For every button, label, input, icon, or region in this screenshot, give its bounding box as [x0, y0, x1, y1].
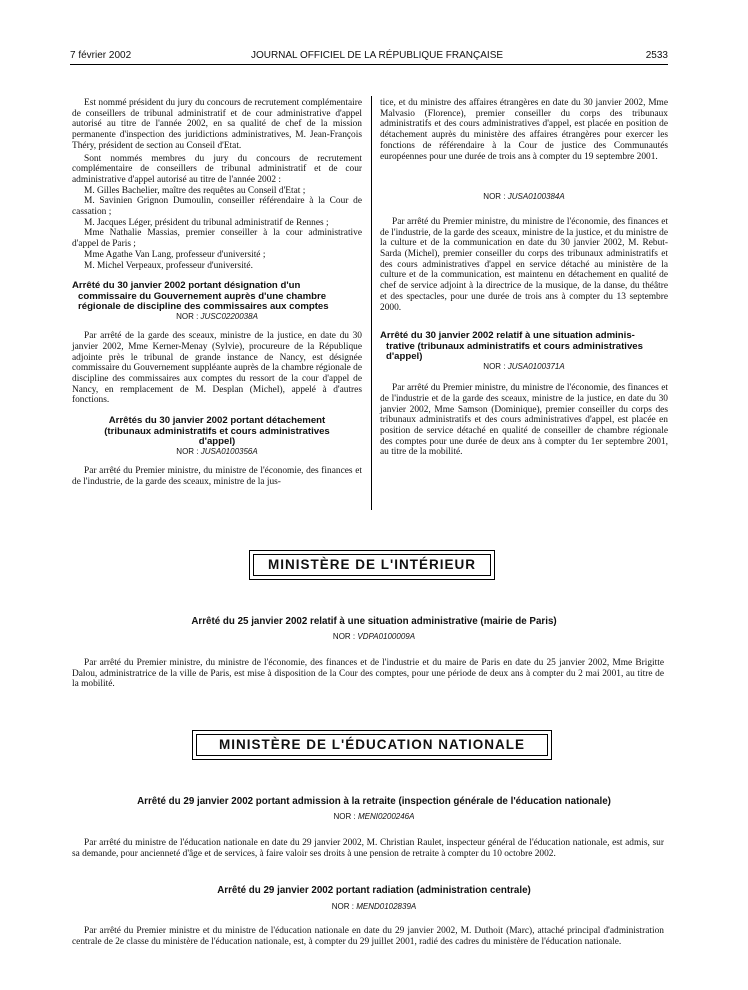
- nor-code: VDPA0100009A: [357, 632, 416, 641]
- jury-member: M. Gilles Bachelier, maître des requêtes au Conseil d'Etat ;: [84, 185, 306, 196]
- title-line: d'appel): [386, 351, 423, 363]
- ministry-heading: MINISTÈRE DE L'ÉDUCATION NATIONALE: [196, 734, 548, 756]
- decree-title-mairie: Arrêté du 25 janvier 2002 relatif à une situation administrative (mairie de Paris): [191, 616, 557, 627]
- nor-code: JUSA0100371A: [507, 362, 565, 372]
- jury-member: M. Jacques Léger, président du tribunal administratif de Rennes ;: [84, 217, 329, 228]
- header-rule: [70, 64, 668, 65]
- nor-reference: [72, 447, 362, 458]
- journal-title: JOURNAL OFFICIEL DE LA RÉPUBLIQUE FRANÇAISE: [250, 50, 504, 61]
- title-line: Arrêté du 30 janvier 2002 relatif à une situation adminis-: [380, 330, 635, 342]
- title-line: régionale de discipline des commissaires aux comptes: [78, 301, 329, 313]
- nor-label: NOR :: [176, 312, 199, 322]
- nor-code: JUSC0220038A: [200, 312, 258, 322]
- title-line: d'appel): [198, 435, 236, 447]
- decree-title-detachement: [72, 416, 362, 447]
- nor-code: JUSA0100356A: [200, 447, 258, 457]
- page-number: 2533: [645, 50, 668, 61]
- detachement-paragraph: Par arrêté du Premier ministre, du ministre de l'économie, des finances et de l'industrie, de la garde des sceaux, ministre de la jus-: [72, 466, 362, 487]
- nor-reference: [50, 632, 698, 641]
- ministry-box-interieur: [249, 550, 495, 580]
- rebut-sarda-paragraph: Par arrêté du Premier ministre, du ministre de l'économie, des finances et de l'industrie, de la garde des sceaux, ministre de la justice, et du ministre de la culture et de la communication en date du 30 janvier 2002, M. Rebut-Sarda (Michel), premier conseiller du corps des tribunaux administratifs et des cours administratives d'appel en service détaché au ministère de la culture et de la communication, est maintenu en détachement en qualité de chef de service adjoint à la directrice de la musique, de la danse, du théâtre et des spectacles, pour une durée de trois ans à compter du 13 septembre 2000.: [380, 216, 668, 313]
- ministry-heading: MINISTÈRE DE L'INTÉRIEUR: [253, 554, 491, 576]
- nor-code: MENI0200246A: [357, 812, 415, 821]
- decree-title-retraite: Arrêté du 29 janvier 2002 portant admission à la retraite (inspection générale de l'éducation nationale): [137, 796, 611, 807]
- decree-text: Par arrêté du Premier ministre et du ministre de l'éducation nationale en date du 29 janvier 2002, M. Duthoit (Marc), attaché principal d'administration centrale de 2e classe du ministère de l'éducation nationale, est, à compter du 29 juillet 2001, radié des cadres du ministère de l'éducation nationale.: [72, 926, 664, 947]
- title-line: Arrêté du 30 janvier 2002 portant désignation d'un: [72, 280, 301, 292]
- designation-paragraph: Par arrêté de la garde des sceaux, ministre de la justice, en date du 30 janvier 2002, Mme Kerner-Menay (Sylvie), procureure de la République adjointe près le tribunal de grande instance de Nancy, est désignée commissaire du Gouvernement suppléante auprès de la chambre régionale de discipline des commissaires aux comptes du ressort de la cour d'appel de Nancy, en remplacement de M. Desplan (Michel), appelé à d'autres fonctions.: [72, 331, 362, 406]
- samson-paragraph: Par arrêté du Premier ministre, du ministre de l'économie, des finances et de l'industrie et de la garde des sceaux, ministre de la justice, en date du 30 janvier 2002, Mme Samson (Dominique), premier conseiller du corps des tribunaux administratifs et des cours administratives d'appel, est placée en position de service détaché en qualité de conseiller de chambre régionale des comptes pour une durée de deux ans à compter du 1er septembre 2001, au titre de la mobilité.: [380, 383, 668, 458]
- column-divider: [371, 96, 372, 510]
- title-line: Arrêtés du 30 janvier 2002 portant détachement: [108, 415, 326, 427]
- mairie-paragraph: [72, 658, 664, 690]
- nor-label: NOR :: [483, 362, 506, 372]
- nor-label: NOR :: [176, 447, 199, 457]
- nor-label: NOR :: [331, 902, 354, 911]
- title-line: trative (tribunaux administratifs et cours administratives: [386, 340, 643, 352]
- retraite-paragraph: [72, 838, 664, 859]
- jury-member: M. Michel Verpeaux, professeur d'université.: [84, 260, 253, 271]
- jury-members-intro: Sont nommés membres du jury du concours de recrutement complémentaire de conseillers de tribunal administratif et de cour administrative d'appel autorisé au titre de l'année 2002 :: [72, 153, 362, 185]
- nor-reference: [72, 312, 362, 323]
- nor-code: JUSA0100384A: [507, 192, 565, 202]
- header-date: 7 février 2002: [70, 50, 132, 61]
- jury-member: Mme Nathalie Massias, premier conseiller à la cour administrative d'appel de Paris ;: [72, 228, 362, 250]
- nor-label: NOR :: [332, 632, 356, 641]
- title-line: (tribunaux administratifs et cours administratives: [104, 425, 330, 437]
- decree-text: Par arrêté du Premier ministre, du ministre de l'économie, des finances et de l'industrie et du maire de Paris en date du 25 janvier 2002, Mme Brigitte Dalou, administratrice de la ville de Paris, est mise à disposition de la Cour des comptes, pour une période de deux ans à compter du 2 mai 2001, au titre de la mobilité.: [72, 658, 664, 690]
- jury-member: M. Savinien Grignon Dumoulin, conseiller référendaire à la Cour de cassation ;: [72, 196, 362, 218]
- nor-reference: [50, 812, 698, 821]
- nor-reference: [380, 192, 668, 203]
- right-column: [380, 98, 668, 458]
- nor-label: NOR :: [483, 192, 506, 202]
- ministry-box-education: [192, 730, 552, 760]
- malvasio-paragraph: tice, et du ministre des affaires étrangères en date du 30 janvier 2002, Mme Malvasio (Florence), premier conseiller du corps des tribunaux administratifs et des cours administratives d'appel, est placée en position de détachement auprès du ministère des affaires étrangères pour exercer les fonctions de référendaire à la Cour de justice des Communautés européennes pour une durée de trois ans à compter du 19 septembre 2001.: [380, 98, 668, 162]
- left-column: [72, 98, 362, 487]
- nor-label: NOR :: [333, 812, 356, 821]
- decree-title-radiation: Arrêté du 29 janvier 2002 portant radiation (administration centrale): [217, 885, 531, 896]
- nor-reference: [380, 362, 668, 373]
- jury-member: Mme Agathe Van Lang, professeur d'université ;: [84, 249, 266, 260]
- nor-reference: [50, 902, 698, 911]
- nor-code: MEND0102839A: [356, 902, 417, 911]
- radiation-paragraph: [72, 926, 664, 947]
- decree-title-designation: [72, 281, 362, 312]
- title-line: commissaire du Gouvernement auprès d'une chambre: [78, 290, 327, 302]
- decree-title-situation: [380, 331, 668, 362]
- jury-president-paragraph: Est nommé président du jury du concours de recrutement complémentaire de conseillers de tribunal administratif et de cour administrative d'appel autorisé au titre de l'année 2002, en sa qualité de chef de la mission permanente d'inspection des juridictions administratives, M. Jean-François Théry, président de section au Conseil d'Etat.: [72, 98, 362, 151]
- decree-text: Par arrêté du ministre de l'éducation nationale en date du 29 janvier 2002, M. Christian Raulet, inspecteur général de l'éducation nationale, est admis, sur sa demande, pour ancienneté d'âge et de services, à faire valoir ses droits à une pension de retraite à compter du 10 octobre 2002.: [72, 838, 664, 859]
